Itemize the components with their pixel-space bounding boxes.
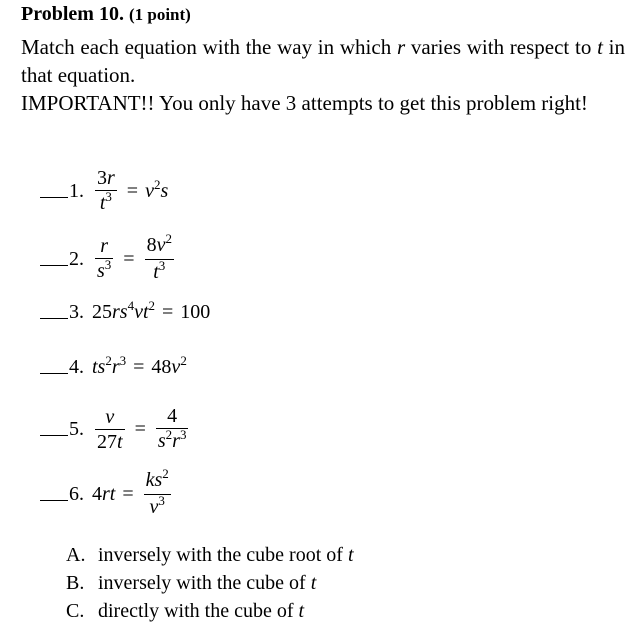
answer-blank[interactable] xyxy=(40,253,68,266)
fraction: $\frac{v}{27t}$ xyxy=(97,406,123,453)
answer-blank[interactable] xyxy=(40,488,68,501)
answer-blank[interactable] xyxy=(40,361,68,374)
problem-item-3: 3. $25rs^4vt^2$ = 100 xyxy=(40,301,210,324)
fraction: $\frac{4}{s^2r^3}$ xyxy=(157,405,187,452)
problem-item-2: 2. $\frac{r}{s^3}$ = $\frac{8v^2}{t^3}$ xyxy=(40,233,177,286)
problem-item-4: 4. $ts^2r^3$ = $48v^2$ xyxy=(40,356,187,379)
problem-points: (1 point) xyxy=(128,5,191,24)
fraction: $\frac{ks^2}{v^3}$ xyxy=(145,466,169,518)
answer-choices xyxy=(66,541,354,625)
instruction-text: Match each equation with the way in which r varies with respect to t in that equation. xyxy=(21,35,625,87)
problem-item-6: 6. 4rt = $\frac{ks^2}{v^3}$ xyxy=(40,468,174,521)
answer-option-a: A. inversely with the cube root of t xyxy=(66,544,354,566)
problem-title xyxy=(21,3,191,26)
attempts-warning: IMPORTANT!! You only have 3 attempts to get this problem right! xyxy=(21,91,588,115)
fraction: $\frac{r}{s^3}$ xyxy=(97,235,112,282)
answer-option-c: C. directly with the cube of t xyxy=(66,600,305,622)
problem-instructions xyxy=(21,33,625,117)
answer-blank[interactable] xyxy=(40,306,68,319)
answer-option-b: B. inversely with the cube of t xyxy=(66,572,317,594)
problem-item-1: 1. $\frac{3r}{t^3}$ = $v^2s$ xyxy=(40,166,168,217)
fraction: $\frac{8v^2}{t^3}$ xyxy=(146,231,172,283)
answer-blank[interactable] xyxy=(40,423,68,436)
problem-item-5: 5. $\frac{v}{27t}$ = $\frac{4}{s^2r^3}$ xyxy=(40,404,191,455)
fraction: $\frac{3r}{t^3}$ xyxy=(97,167,115,214)
problem-number: Problem 10. xyxy=(21,3,124,25)
answer-blank[interactable] xyxy=(40,185,68,198)
